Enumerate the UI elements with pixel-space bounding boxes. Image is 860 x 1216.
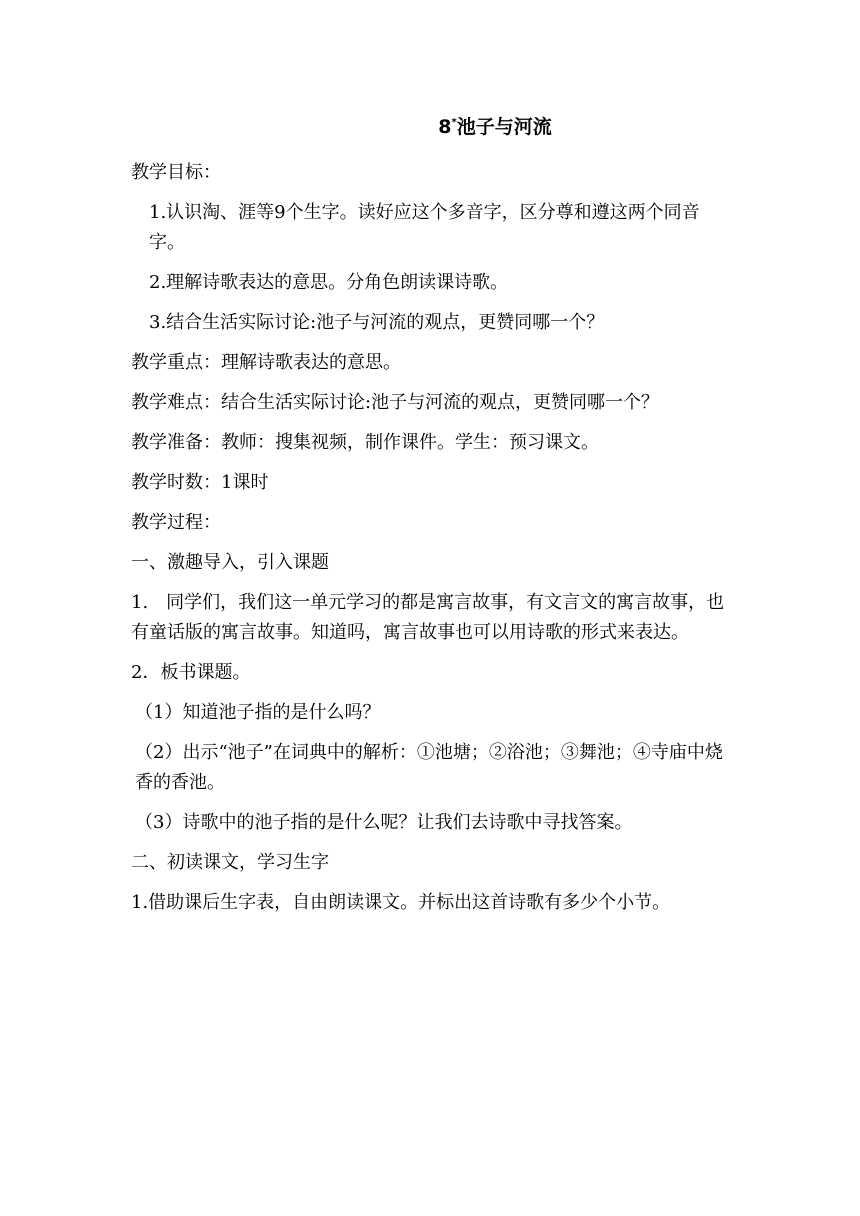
teaching-hours: 教学时数：1课时 xyxy=(131,472,269,493)
goal-item-2: 2.理解诗歌表达的意思。分角色朗读课诗歌。 xyxy=(149,272,509,293)
teaching-preparation: 教学准备：教师：搜集视频，制作课件。学生：预习课文。 xyxy=(131,432,599,453)
step-item-2: 2．板书课题。 xyxy=(131,662,251,683)
document-title xyxy=(0,113,860,141)
lesson-title: 池子与河流 xyxy=(456,116,552,138)
section-heading-2: 二、初读课文，学习生字 xyxy=(131,852,329,873)
goal-item-3: 3.结合生活实际讨论:池子与河流的观点，更赞同哪一个？ xyxy=(149,312,605,333)
teaching-key-point: 教学重点：理解诗歌表达的意思。 xyxy=(131,352,401,373)
step-item-1: 1. 同学们，我们这一单元学习的都是寓言故事，有文言文的寓言故事，也有童话版的寓言故事。知道吗，寓言故事也可以用诗歌的形式来表达。 xyxy=(131,592,725,643)
lesson-number: 8 xyxy=(438,116,452,138)
required-mark: * xyxy=(451,117,457,128)
goal-item-1: 1.认识淘、涯等9个生字。读好应这个多音字，区分尊和遵这两个同音字。 xyxy=(149,202,700,253)
sub-step-2: （2）出示“池子”在词典中的解析：①池塘；②浴池；③舞池；④寺庙中烧香的香池。 xyxy=(135,742,723,793)
document-body xyxy=(131,158,731,928)
teaching-difficulty: 教学难点：结合生活实际讨论:池子与河流的观点，更赞同哪一个？ xyxy=(131,392,660,413)
teaching-process-heading: 教学过程： xyxy=(131,512,221,533)
section-heading-1: 一、激趣导入，引入课题 xyxy=(131,552,329,573)
sub-step-3: （3）诗歌中的池子指的是什么呢？让我们去诗歌中寻找答案。 xyxy=(135,812,633,833)
teaching-goals-heading: 教学目标： xyxy=(131,162,221,183)
sub-step-1: （1）知道池子指的是什么吗？ xyxy=(135,702,381,723)
step-item-3: 1.借助课后生字表，自由朗读课文。并标出这首诗歌有多少个小节。 xyxy=(131,892,671,913)
